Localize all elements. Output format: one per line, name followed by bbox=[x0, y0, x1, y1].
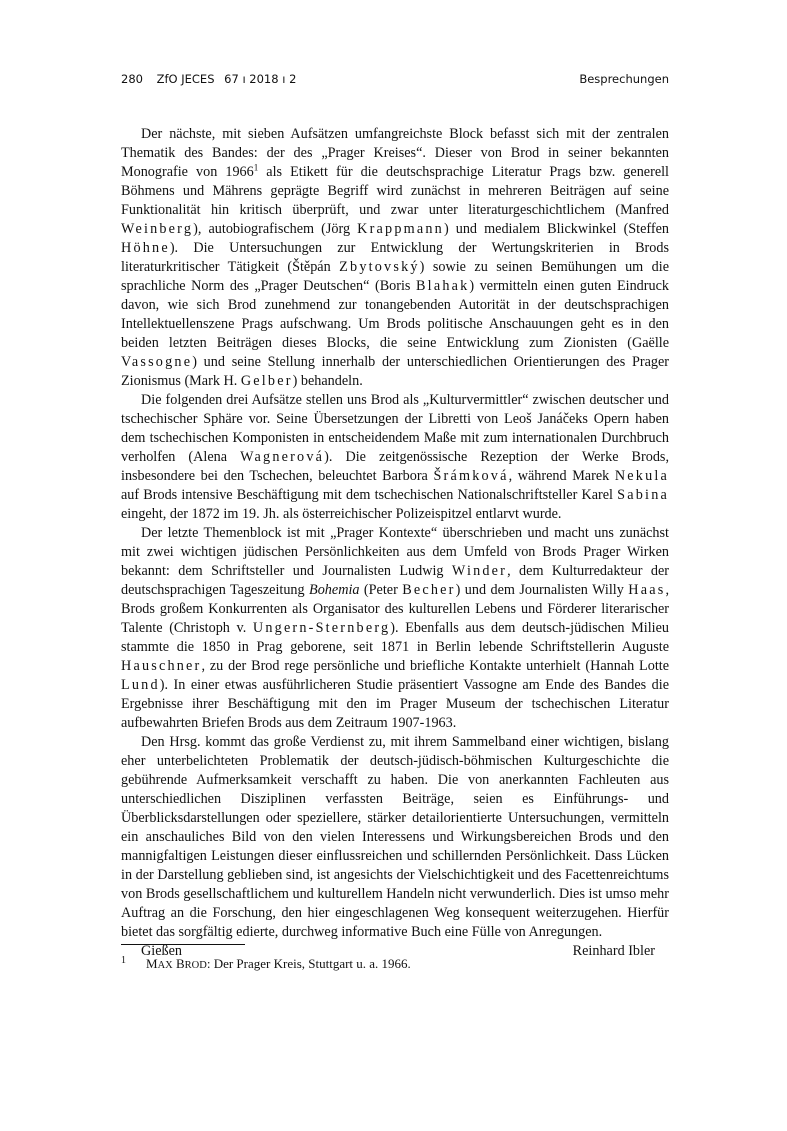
journal-volume: 67 ı 2018 ı 2 bbox=[224, 72, 297, 86]
contributor-name: Blahak bbox=[416, 278, 470, 294]
footnote-author-initial-1: M bbox=[146, 956, 158, 971]
text-run: , während Marek bbox=[508, 468, 615, 484]
text-run: Der nächste, mit sieben Aufsätzen umfangreichste Block befasst sich mit der zentralen Thematik des Bandes: der des „Prager Kreises“. Dieser von Brod in seiner bekannten Monografie von 1966 bbox=[121, 126, 669, 180]
paragraph bbox=[121, 125, 669, 391]
text-run: ). Die Untersuchungen zur Entwicklung der Wertungskriterien in Brods literaturkritischer Tätigkeit (Štěpán bbox=[121, 240, 669, 275]
contributor-name: Becher bbox=[402, 582, 456, 598]
text-run: auf Brods intensive Beschäftigung mit dem tschechischen Nationalschriftsteller Karel bbox=[121, 487, 618, 503]
contributor-name: Sabina bbox=[617, 487, 669, 503]
text-run: (Peter bbox=[359, 582, 403, 598]
contributor-name: Krappmann bbox=[357, 221, 444, 237]
text-run: als Etikett für die deutschsprachige Literatur Prags bzw. generell Böhmens und Mährens geprägte Begriff wird zunächst in mehreren Beiträgen auf seine Funktionalität hin kritisch überprüft, und zwar unter literaturgeschichtlichem (Manfred bbox=[121, 164, 669, 218]
text-run: ) vermitteln einen guten Eindruck davon, wie sich Brod zunehmend zur tonangebenden Autorität in der deutschsprachigen Intellektuellenszene Prags aufschwang. Um Brods politische Anschauungen geht es in den beiden letzten Beiträgen dieses Blocks, die seine Entwicklung zum Zionisten (Gaëlle bbox=[121, 278, 669, 351]
contributor-name: Hauschner bbox=[121, 658, 202, 674]
running-header bbox=[121, 72, 669, 90]
text-run: ). Ebenfalls aus dem deutsch-jüdischen Milieu stammte die 1850 in Prag geborene, seit 1871 in Berlin lebende Schriftstellerin Auguste bbox=[121, 620, 669, 655]
footnote-author-rest-2: ROD bbox=[184, 960, 207, 971]
reviewer-name: Reinhard Ibler bbox=[572, 943, 655, 959]
contributor-name: Wagnerová bbox=[240, 449, 325, 465]
footnote-text bbox=[146, 955, 411, 975]
text-run: Den Hrsg. kommt das große Verdienst zu, mit ihrem Sammelband einer wichtigen, bislang eher unterbelichteten Problematik der deutsch-jüdisch-böhmischen Kulturgeschichte die gebührende Aufmerksamkeit verschafft zu haben. Die von anerkannten Fachleuten aus unterschiedlichen Disziplinen verfassten Beiträge, seien es Einführungs- und Überblicksdarstellungen oder speziellere, stärker detailorientierte Untersuchungen, vermitteln ein anschauliches Bild von den vielen Interessens und Wirkungsbereichen Brods und den mannigfaltigen Leistungen dieser einflussreichen und schillernden Persönlichkeit. Dass Lücken in der Darstellung geblieben sind, ist angesichts der Vielschichtigkeit und des Facettenreichtums von Brods gesellschaftlichem und kulturellem Handeln nicht verwunderlich. Dies ist umso mehr Auftrag an die Forschung, den hier eingeschlagenen Weg konsequent weiterzugehen. Hierfür bietet das sorgfältig edierte, durchweg informative Buch eine Fülle von Anregungen. bbox=[121, 734, 669, 940]
text-run: ). In einer etwas ausführlicheren Studie präsentiert Vassogne am Ende des Bandes die Ergebnisse ihrer Beschäftigung mit den im Prager Museum der tschechischen Literatur aufbewahrten Briefen Brods aus dem Zeitraum 1907-1963. bbox=[121, 677, 669, 731]
text-run: eingeht, der 1872 im 19. Jh. als österreichischer Polizeispitzel entlarvt wurde. bbox=[121, 506, 562, 522]
paragraph bbox=[121, 733, 669, 942]
contributor-name: Nekula bbox=[614, 468, 669, 484]
contributor-name: Šrámková bbox=[433, 468, 509, 484]
section-name: Besprechungen bbox=[579, 72, 669, 86]
italic-title: Bohemia bbox=[309, 582, 360, 598]
footnote-divider bbox=[121, 944, 245, 945]
text-run: , dem Kulturredakteur der deutschsprachigen Tageszeitung bbox=[121, 563, 669, 598]
text-run: ) und medialem Blickwinkel (Steffen bbox=[443, 221, 670, 237]
contributor-name: Vassogne bbox=[121, 354, 193, 370]
contributor-name: Lund bbox=[121, 677, 160, 693]
text-run: ). Die zeitgenössische Rezeption der Werke Brods, insbesondere bei den Tschechen, beleuchtet Barbora bbox=[121, 449, 669, 484]
article-body bbox=[121, 125, 669, 961]
text-run: , zu der Brod rege persönliche und briefliche Kontakte unterhielt (Hannah Lotte bbox=[201, 658, 669, 674]
paragraph bbox=[121, 391, 669, 524]
contributor-name: Höhne bbox=[121, 240, 170, 256]
text-run: ) behandeln. bbox=[292, 373, 363, 389]
text-run: ) und dem Journalisten Willy bbox=[455, 582, 629, 598]
journal-name: ZfO JECES bbox=[156, 72, 215, 86]
header-left bbox=[121, 72, 296, 86]
footnote-author-rest-1: AX bbox=[157, 960, 173, 971]
text-run: ), autobiografischem (Jörg bbox=[193, 221, 358, 237]
footnote-citation: : Der Prager Kreis, Stuttgart u. a. 1966. bbox=[206, 956, 411, 971]
text-run: , Brods großem Konkurrenten als Organisator des kulturellen Lebens und Förderer literarischer Talente (Christoph v. bbox=[121, 582, 669, 636]
contributor-name: Zbytovský bbox=[339, 259, 420, 275]
signature-place: Gießen bbox=[141, 943, 182, 959]
footnote-reference: 1 bbox=[253, 162, 259, 173]
paragraph bbox=[121, 524, 669, 733]
footnote-author-initial-2: B bbox=[175, 956, 185, 971]
contributor-name: Winder bbox=[451, 563, 508, 579]
contributor-name: Ungern-Sternberg bbox=[252, 620, 391, 636]
text-run: Die folgenden drei Aufsätze stellen uns Brod als „Kulturvermittler“ zwischen deutscher und tschechischer Sphäre vor. Seine Übersetzungen der Libretti von Leoš Janáčeks Opern haben dem tschechischen Komponisten in entscheidendem Maße mit zum internationalen Durchbruch verholfen (Alena bbox=[121, 392, 669, 465]
footnote-number: 1 bbox=[121, 955, 126, 966]
text-run: ) sowie zu seinen Bemühungen um die sprachliche Norm des „Prager Deutschen“ (Boris bbox=[121, 259, 670, 294]
text-run: ) und seine Stellung innerhalb der unterschiedlichen Orientierungen des Prager Zionismus (Mark H. bbox=[121, 354, 669, 389]
text-run: Der letzte Themenblock ist mit „Prager Kontexte“ überschrieben und macht uns zunächst mit zwei wichtigen jüdischen Persönlichkeiten aus dem Umfeld von Brods Prager Wirken bekannt: dem Schriftsteller und Journalisten Ludwig bbox=[121, 525, 669, 579]
contributor-name: Weinberg bbox=[121, 221, 194, 237]
page-number: 280 bbox=[121, 72, 143, 86]
contributor-name: Haas bbox=[628, 582, 666, 598]
contributor-name: Gelber bbox=[240, 373, 293, 389]
